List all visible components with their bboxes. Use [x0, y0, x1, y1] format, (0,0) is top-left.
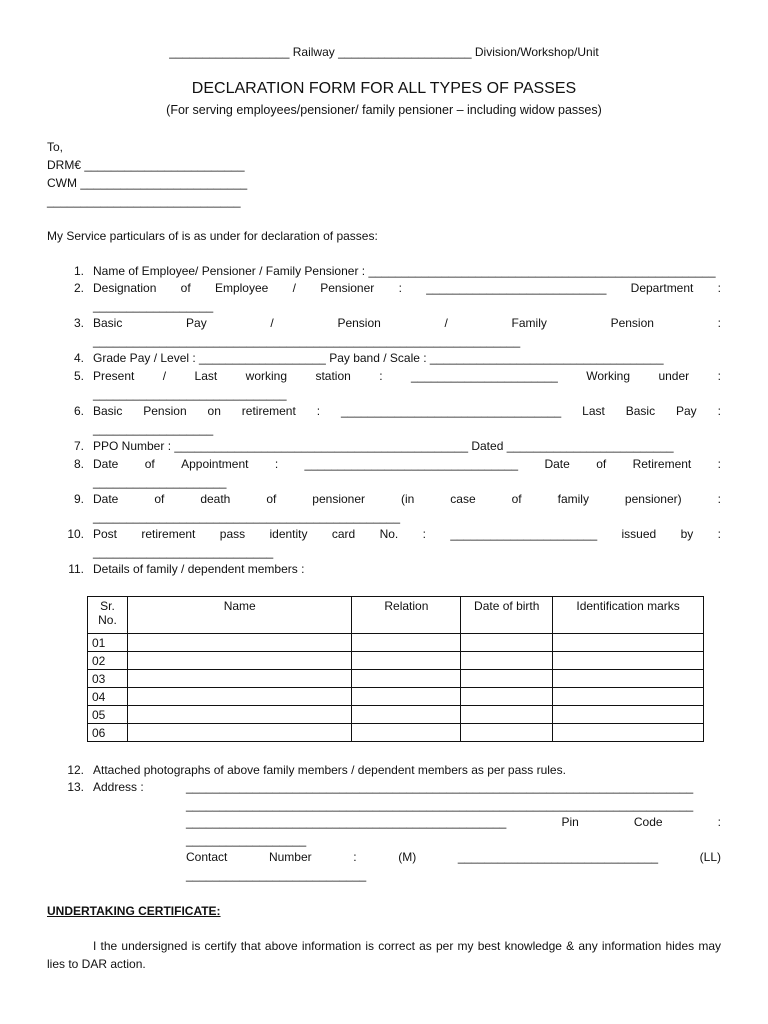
intro-text: My Service particulars of is as under for declaration of passes: [47, 229, 378, 243]
name-cell[interactable] [127, 706, 352, 724]
item-9-number: 9. [73, 492, 84, 506]
item-6-pension-line: Basic Pension on retirement : _________________________________ Last Basic Pay : [93, 404, 721, 418]
header-sr-no: Sr. No. [88, 597, 128, 634]
item-5-station-line: Present / Last working station : ______________________ Working under : [93, 369, 721, 383]
item-5-continuation: _____________________________ [93, 387, 287, 401]
table-row [88, 724, 704, 742]
address-pin-code-line: ________________________________________________ Pin Code : [186, 815, 721, 829]
name-cell[interactable] [127, 724, 352, 742]
item-13-number: 13. [67, 780, 84, 794]
table-row [88, 706, 704, 724]
table-header-row [88, 597, 704, 634]
address-line-1[interactable]: ____________________________________________________________________________ [186, 780, 694, 794]
table-row [88, 634, 704, 652]
relation-cell[interactable] [352, 706, 461, 724]
identification-cell[interactable] [553, 670, 704, 688]
item-10-number: 10. [67, 527, 84, 541]
address-blank-line: _____________________________ [47, 194, 241, 208]
relation-cell[interactable] [352, 652, 461, 670]
dob-cell[interactable] [461, 634, 553, 652]
row-sr-no: 01 [88, 634, 128, 652]
item-8-continuation: ____________________ [93, 475, 227, 489]
dob-cell[interactable] [461, 724, 553, 742]
header-relation: Relation [352, 597, 461, 634]
form-title: DECLARATION FORM FOR ALL TYPES OF PASSES [191, 80, 577, 97]
address-line-2[interactable]: ____________________________________________________________________________ [186, 798, 694, 812]
item-8-appointment-line: Date of Appointment : ________________________________ Date of Retirement : [93, 457, 721, 471]
item-7-number: 7. [73, 439, 84, 453]
item-1-name-of-employee: Name of Employee/ Pensioner / Family Pensioner : ____________________________________________________ [93, 264, 716, 278]
header-date-of-birth: Date of birth [461, 597, 553, 634]
item-2-number: 2. [73, 281, 84, 295]
name-cell[interactable] [127, 670, 352, 688]
table-row [88, 688, 704, 706]
relation-cell[interactable] [352, 724, 461, 742]
item-12-number: 12. [67, 763, 84, 777]
form-subtitle: (For serving employees/pensioner/ family pensioner – including widow passes) [166, 103, 602, 117]
table-row [88, 670, 704, 688]
cwm-line: CWM _________________________ [47, 176, 248, 190]
name-cell[interactable] [127, 688, 352, 706]
identification-cell[interactable] [553, 634, 704, 652]
contact-number-line: Contact Number : (M) ______________________________ (LL) [186, 850, 721, 864]
item-6-continuation: __________________ [93, 422, 214, 436]
railway-division-line: __________________ Railway ____________________ Division/Workshop/Unit [169, 45, 599, 59]
item-4-grade-pay: Grade Pay / Level : ___________________ Pay band / Scale : ___________________________________ [93, 351, 664, 365]
row-sr-no: 02 [88, 652, 128, 670]
table-row [88, 652, 704, 670]
item-11-family-details: Details of family / dependent members : [93, 562, 305, 576]
dob-cell[interactable] [461, 652, 553, 670]
row-sr-no: 05 [88, 706, 128, 724]
header-identification-marks: Identification marks [553, 597, 704, 634]
relation-cell[interactable] [352, 688, 461, 706]
family-members-table [87, 596, 704, 742]
row-sr-no: 03 [88, 670, 128, 688]
identification-cell[interactable] [553, 652, 704, 670]
item-11-number: 11. [68, 562, 84, 576]
item-9-continuation: ______________________________________________ [93, 510, 400, 524]
drm-line: DRM€ ________________________ [47, 158, 245, 172]
item-3-continuation: ________________________________________________________________ [93, 334, 521, 348]
item-10-pass-card-line: Post retirement pass identity card No. : ______________________ issued by : [93, 527, 721, 541]
row-sr-no: 06 [88, 724, 128, 742]
relation-cell[interactable] [352, 670, 461, 688]
landline-field[interactable]: ___________________________ [186, 868, 367, 882]
relation-cell[interactable] [352, 634, 461, 652]
item-1-number: 1. [73, 264, 84, 278]
dob-cell[interactable] [461, 670, 553, 688]
undertaking-text: I the undersigned is certify that above information is correct as per my best knowledge & any information hides may lies to DAR action. [47, 939, 721, 971]
item-10-continuation: ___________________________ [93, 545, 274, 559]
name-cell[interactable] [127, 634, 352, 652]
undertaking-heading: UNDERTAKING CERTIFICATE: [47, 904, 221, 918]
item-13-address-label: Address : [93, 780, 144, 794]
name-cell[interactable] [127, 652, 352, 670]
item-6-number: 6. [73, 404, 84, 418]
identification-cell[interactable] [553, 724, 704, 742]
item-2-continuation: __________________ [93, 299, 214, 313]
item-5-number: 5. [73, 369, 84, 383]
pin-code-field[interactable]: __________________ [186, 833, 307, 847]
dob-cell[interactable] [461, 706, 553, 724]
item-7-ppo-number: PPO Number : ____________________________________________ Dated _________________________ [93, 439, 674, 453]
item-3-number: 3. [73, 316, 84, 330]
row-sr-no: 04 [88, 688, 128, 706]
header-name: Name [127, 597, 352, 634]
identification-cell[interactable] [553, 706, 704, 724]
item-3-basic-pay-line: Basic Pay / Pension / Family Pension : [93, 316, 721, 330]
item-2-designation-line: Designation of Employee / Pensioner : ___________________________ Department : [93, 281, 721, 295]
item-8-number: 8. [73, 457, 84, 471]
item-9-death-line: Date of death of pensioner (in case of family pensioner) : [93, 492, 721, 506]
item-4-number: 4. [73, 351, 84, 365]
dob-cell[interactable] [461, 688, 553, 706]
to-label: To, [47, 140, 64, 154]
identification-cell[interactable] [553, 688, 704, 706]
item-12-photographs: Attached photographs of above family members / dependent members as per pass rules. [93, 763, 566, 777]
